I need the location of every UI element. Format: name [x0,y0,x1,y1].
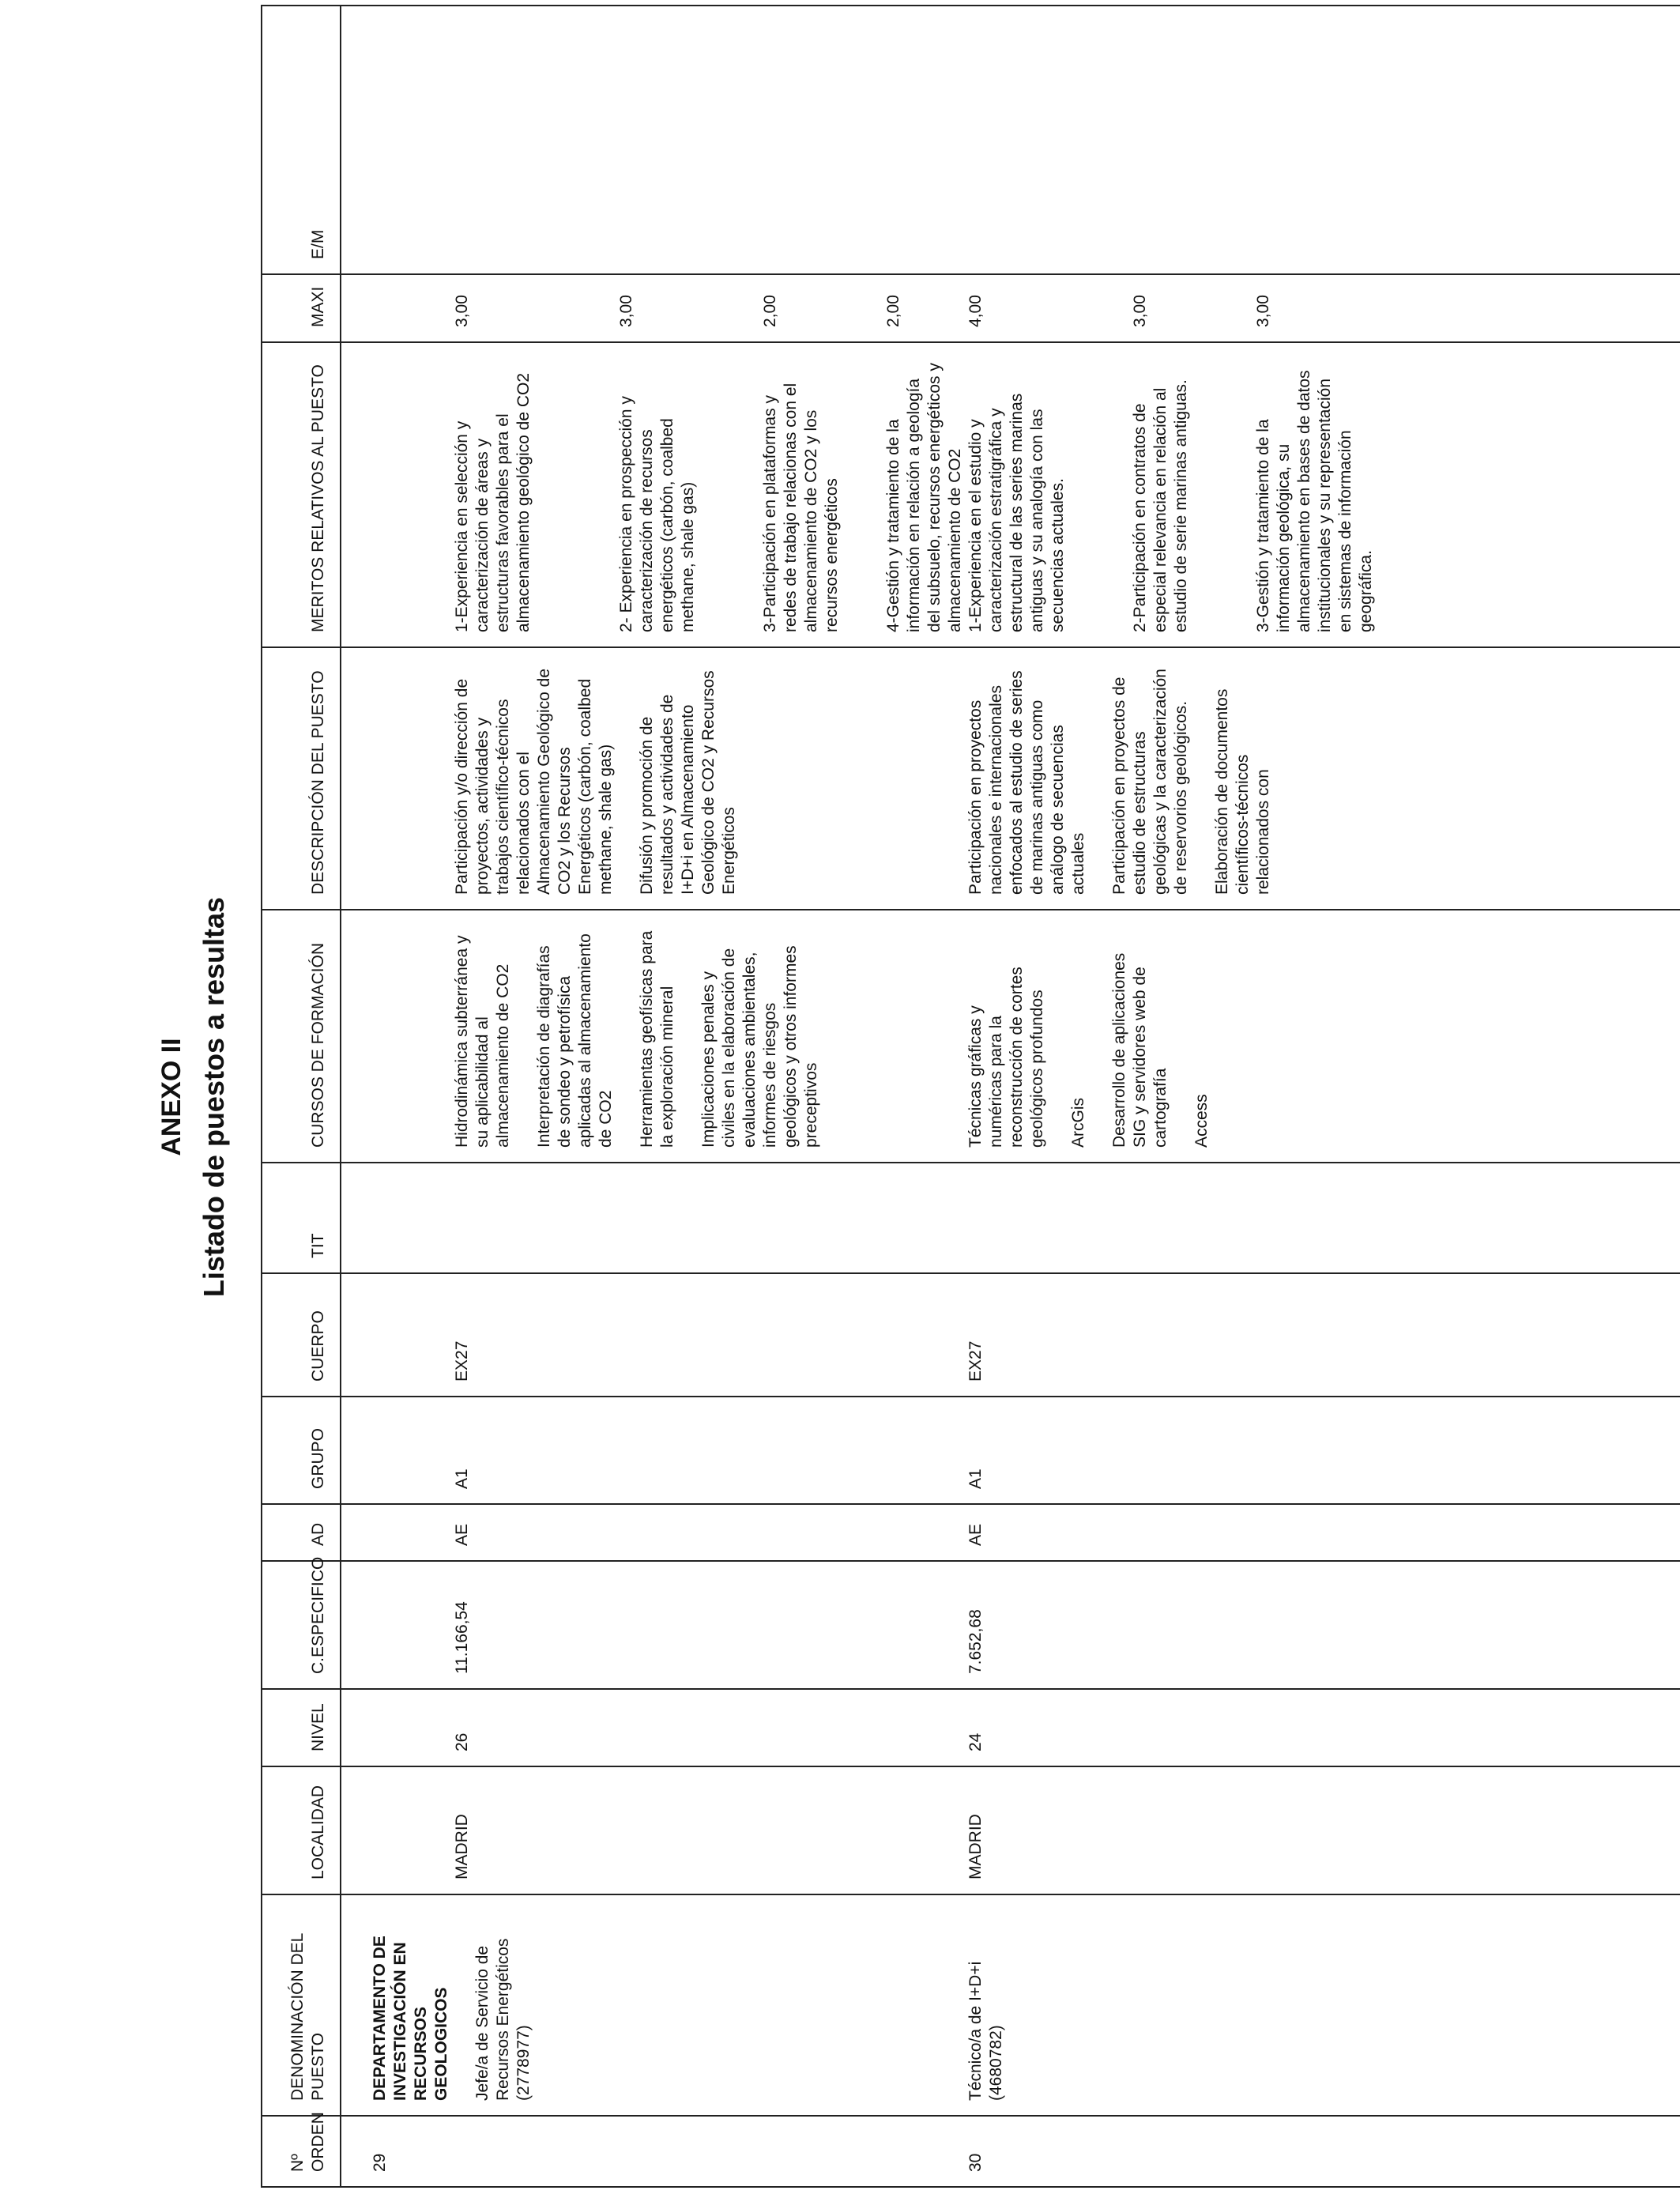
annex-title: ANEXO II [156,1038,186,1156]
maxi-value: 2,00 [884,295,902,327]
tit-cell [341,1163,966,1273]
descripcion-item: Participación y/o dirección de proyectos, actividades y trabajos científico-técnicos relacionados con el Almacenamiento Geológico de CO2 y los Recursos Energéticos (carbón, coalbed methane, shale gas) [453,668,615,895]
position-name: Jefe/a de Servicio de Recursos Energéticos (2778977) [473,1938,533,2101]
header-row [262,6,341,2187]
header-nivel: NIVEL [262,1689,341,1766]
ad-value: AE [453,1523,471,1546]
curso-item: Herramientas geofísicas para la exploración mineral [638,930,676,1148]
maxi-cell [341,274,966,342]
ad-cell [966,1504,1680,1561]
cursos-cell [341,910,966,1163]
nivel-value: 24 [966,1732,985,1751]
grupo-cell [341,1397,966,1504]
maxi-value: 2,00 [761,295,779,327]
merito-item: 4-Gestión y tratamiento de la información en relación a geología del subsuelo, recursos energéticos y almacenamiento de CO2 [884,363,964,632]
maxi-value: 3,00 [1131,295,1149,327]
grupo-value: A1 [966,1468,985,1489]
merito-item: 3-Participación en plataformas y redes de trabajo relacionas con el almacenamiento de CO2 y los recursos energéticos [761,383,841,632]
header-em: E/M [262,6,341,274]
ad-cell [341,1504,966,1561]
header-cursos: CURSOS DE FORMACIÓN [262,910,341,1163]
orden-cell [966,2116,1680,2187]
header-meritos: MERITOS RELATIVOS AL PUESTO [262,342,341,647]
localidad-value: MADRID [453,1814,471,1879]
grupo-value: A1 [453,1468,471,1489]
curso-item: ArcGis [1069,1098,1087,1148]
cuerpo-cell [966,1273,1680,1397]
especifico-cell [341,1561,966,1689]
especifico-value: 11.166,54 [453,1601,471,1674]
nivel-value: 26 [453,1732,471,1751]
especifico-cell [966,1561,1680,1689]
header-ad: AD [262,1504,341,1561]
ad-value: AE [966,1523,985,1546]
header-descripcion: DESCRIPCIÓN DEL PUESTO [262,647,341,910]
cuerpo-cell [341,1273,966,1397]
meritos-cell [966,342,1680,647]
maxi-value: 4,00 [966,295,985,327]
localidad-cell [966,1766,1680,1894]
page-subtitle: Listado de puestos a resultas [198,896,230,1298]
department-name: DEPARTAMENTO DE INVESTIGACIÓN EN RECURSOS GEOLOGICOS [371,1936,450,2101]
denominacion-cell [341,1894,966,2116]
descripcion-item: Difusión y promoción de resultados y actividades de I+D+i en Almacenamiento Geológico de CO2 y Recursos Energéticos [638,670,738,895]
curso-item: Access [1192,1094,1211,1148]
nivel-cell [341,1689,966,1766]
tit-cell [966,1163,1680,1273]
curso-item: Interpretación de diagrafías de sondeo y petrofísica aplicadas al almacenamiento de CO2 [535,933,615,1148]
header-denominacion: DENOMINACIÓN DEL PUESTO [262,1894,341,2116]
especifico-value: 7.652,68 [966,1609,985,1674]
localidad-cell [341,1766,966,1894]
table-row [966,6,1680,2187]
orden-value: 29 [371,2153,389,2172]
positions-table-wrap [261,6,1680,2188]
header-tit: TIT [262,1163,341,1273]
em-cell [341,6,966,274]
grupo-cell [966,1397,1680,1504]
maxi-value: 3,00 [453,295,471,327]
descripcion-item: Participación en proyectos de estudio de estructuras geológicas y la caracterización de reservorios geológicos. [1110,669,1190,895]
maxi-cell [966,274,1680,342]
header-maxi: MAXI [262,274,341,342]
meritos-cell [341,342,966,647]
descripcion-item: Participación en proyectos nacionales e internacionales enfocados al estudio de series de marinas antiguas como análogo de secuencias actuales [966,670,1087,895]
cuerpo-value: EX27 [453,1340,471,1382]
maxi-value: 3,00 [617,295,635,327]
merito-item: 2-Participación en contratos de especial relevancia en relación al estudio de serie marinas antiguas. [1131,379,1190,632]
header-orden: Nº ORDEN [262,2116,341,2187]
orden-cell [341,2116,966,2187]
header-especifico: C.ESPECIFICO [262,1561,341,1689]
denominacion-cell [966,1894,1680,2116]
position-name: Técnico/a de I+D+i (4680782) [966,1961,1005,2101]
curso-item: Desarrollo de aplicaciones SIG y servidores web de cartografía [1110,952,1170,1148]
table-row [341,6,966,2187]
localidad-value: MADRID [966,1814,985,1879]
cuerpo-value: EX27 [966,1340,985,1382]
descripcion-cell [966,647,1680,910]
header-cuerpo: CUERPO [262,1273,341,1397]
header-localidad: LOCALIDAD [262,1766,341,1894]
header-grupo: GRUPO [262,1397,341,1504]
orden-value: 30 [966,2153,985,2172]
merito-item: 1-Experiencia en el estudio y caracterización estratigráfica y estructural de las series marinas antiguas y su analogía con las secuencias actuales. [966,393,1067,632]
merito-item: 1-Experiencia en selección y caracterización de áreas y estructuras favorables para el almacenamiento geológico de CO2 [453,372,533,632]
curso-item: Técnicas gráficas y numéricas para la reconstrucción de cortes geológicos profundos [966,967,1046,1148]
descripcion-item: Elaboración de documentos científicos-técnicos relacionados con [1213,688,1272,895]
maxi-value: 3,00 [1254,295,1272,327]
descripcion-cell [341,647,966,910]
merito-item: 2- Experiencia en prospección y caracterización de recursos energéticos (carbón, coalbed methane, shale gas) [617,396,697,632]
merito-item: 3-Gestión y tratamiento de la información geológica, su almacenamiento en bases de datos institucionales y su representación en sistemas de información geográfica. [1254,370,1375,632]
em-cell [966,6,1680,274]
curso-item: Implicaciones penales y civiles en la elaboración de evaluaciones ambientales, informes de riesgos geológicos y otros informes preceptivos [699,945,820,1148]
curso-item: Hidrodinámica subterránea y su aplicabilidad al almacenamiento de CO2 [453,935,512,1148]
cursos-cell [966,910,1680,1163]
nivel-cell [966,1689,1680,1766]
positions-table [261,5,1680,2188]
